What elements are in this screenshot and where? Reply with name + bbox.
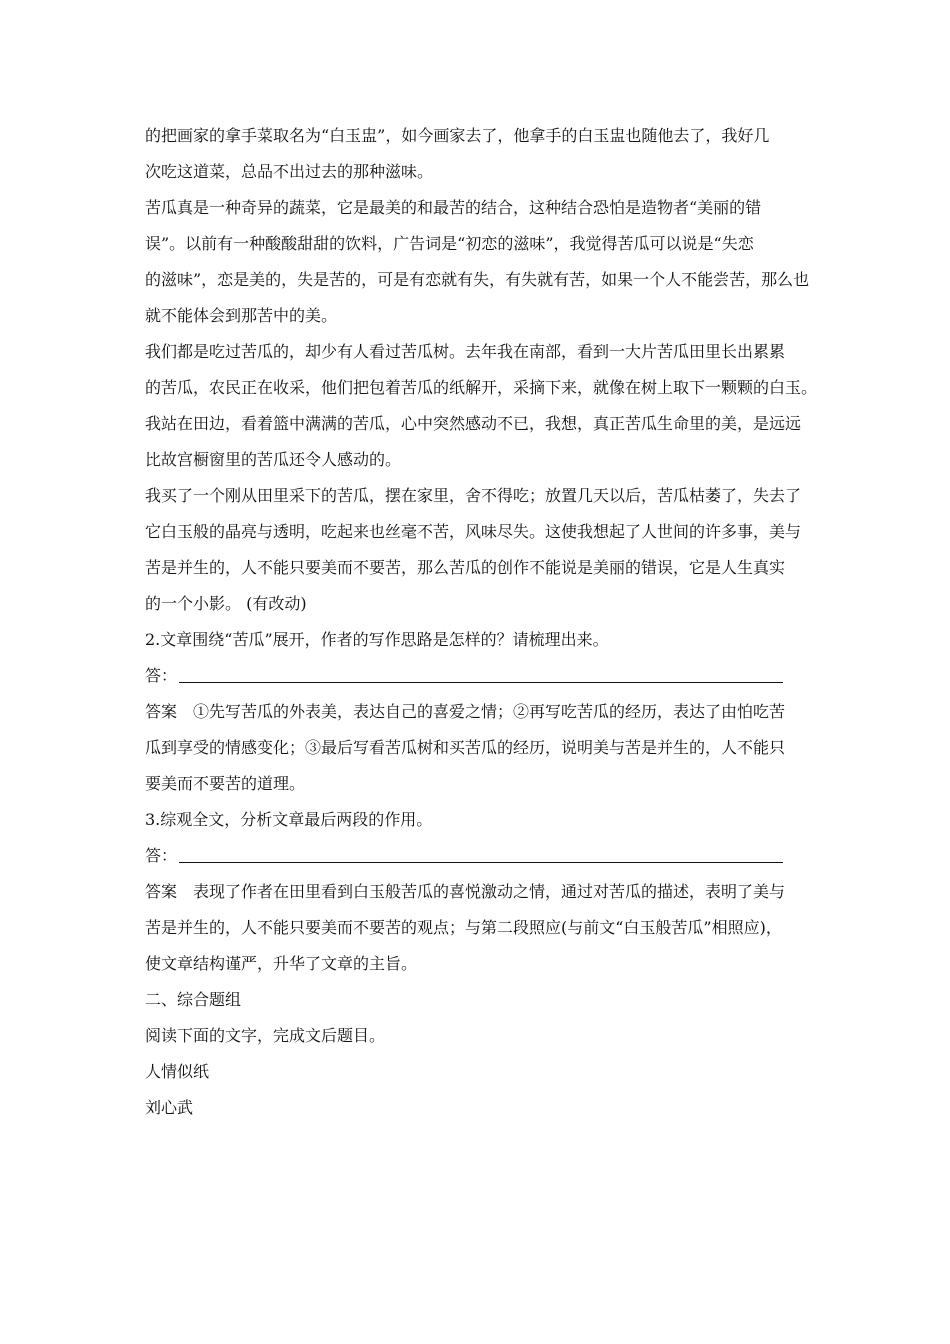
answer-text-line: 使文章结构谨严，升华了文章的主旨。 <box>145 954 418 973</box>
answer-prefix: 答： <box>145 846 178 865</box>
answer-text-line: 答案 ①先写苦瓜的外表美，表达自己的喜爱之情；②再写吃苦瓜的经历，表达了由怕吃苦 <box>145 702 786 721</box>
answer-text-line: 苦是并生的，人不能只要美而不要苦的观点；与第二段照应(与前文“白玉般苦瓜”相照应)， <box>145 918 782 937</box>
question-2: 2.文章围绕“苦瓜”展开，作者的写作思路是怎样的？请梳理出来。 <box>145 630 609 649</box>
answer-blank-line[interactable] <box>179 850 783 863</box>
text-line: 的一个小影。 (有改动) <box>145 594 307 613</box>
answer-text-line: 要美而不要苦的道理。 <box>145 774 306 793</box>
answer-blank-line[interactable] <box>179 670 783 683</box>
text-line: 比故宫橱窗里的苦瓜还令人感动的。 <box>145 450 402 469</box>
section-instruction: 阅读下面的文字，完成文后题目。 <box>145 1026 386 1045</box>
article-author: 刘心武 <box>145 1098 194 1117</box>
text-line: 次吃这道菜，总品不出过去的那种滋味。 <box>145 162 434 181</box>
answer-prefix: 答： <box>145 666 178 685</box>
text-line: 它白玉般的晶亮与透明，吃起来也丝毫不苦，风味尽失。这使我想起了人世间的许多事，美与 <box>145 522 802 541</box>
text-line: 的苦瓜，农民正在收采，他们把包着苦瓜的纸解开，采摘下来，就像在树上取下一颗颗的白玉。 <box>145 378 818 397</box>
text-line: 我买了一个刚从田里采下的苦瓜，摆在家里，舍不得吃；放置几天以后，苦瓜枯萎了，失去了 <box>145 486 802 505</box>
answer-blank-row <box>145 658 825 694</box>
answer-text-line: 瓜到享受的情感变化；③最后写看苦瓜树和买苦瓜的经历，说明美与苦是并生的，人不能只 <box>145 738 786 757</box>
text-line: 苦是并生的，人不能只要美而不要苦，那么苦瓜的创作不能说是美丽的错误，它是人生真实 <box>145 558 786 577</box>
answer-text-line: 答案 表现了作者在田里看到白玉般苦瓜的喜悦激动之情，通过对苦瓜的描述，表明了美与 <box>145 882 786 901</box>
text-line: 的滋味”，恋是美的，失是苦的，可是有恋就有失，有失就有苦，如果一个人不能尝苦，那么也 <box>145 270 810 289</box>
answer-blank-row <box>145 838 825 874</box>
document-page <box>145 118 825 1126</box>
article-title: 人情似纸 <box>145 1062 210 1081</box>
text-line: 就不能体会到那苦中的美。 <box>145 306 338 325</box>
text-line: 我站在田边，看着篮中满满的苦瓜，心中突然感动不已，我想，真正苦瓜生命里的美，是远远 <box>145 414 802 433</box>
text-line: 误”。以前有一种酸酸甜甜的饮料，广告词是“初恋的滋味”，我觉得苦瓜可以说是“失恋 <box>145 234 754 253</box>
text-line: 苦瓜真是一种奇异的蔬菜，它是最美的和最苦的结合，这种结合恐怕是造物者“美丽的错 <box>145 198 762 217</box>
section-heading: 二、综合题组 <box>145 990 242 1009</box>
text-line: 的把画家的拿手菜取名为“白玉盅”，如今画家去了，他拿手的白玉盅也随他去了，我好几 <box>145 126 770 145</box>
text-line: 我们都是吃过苦瓜的，却少有人看过苦瓜树。去年我在南部，看到一大片苦瓜田里长出累累 <box>145 342 786 361</box>
question-3: 3.综观全文，分析文章最后两段的作用。 <box>145 810 433 829</box>
